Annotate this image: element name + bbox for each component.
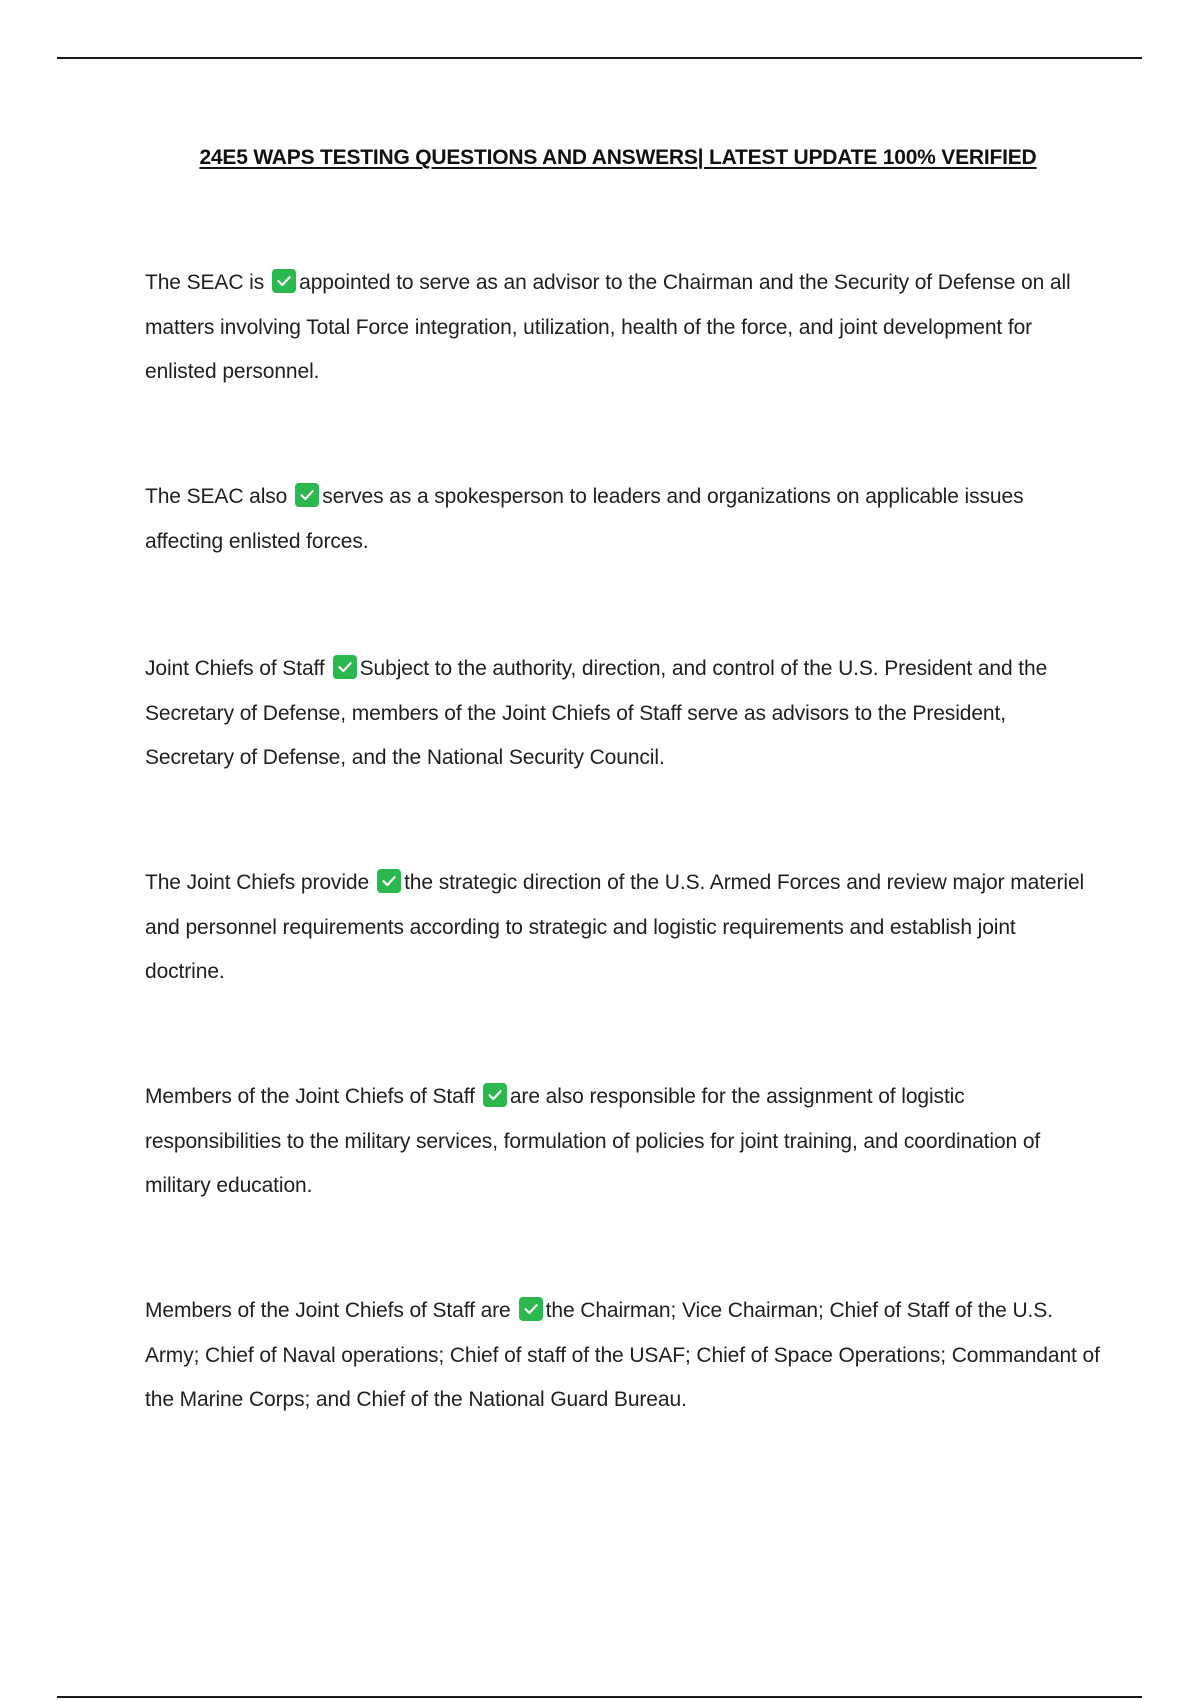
- answer-text: serves as a spokesperson to leaders and organizations on applicable issues affecting enlisted forces.: [145, 485, 1024, 553]
- checkmark-icon: [377, 869, 401, 893]
- answer-text: appointed to serve as an advisor to the Chairman and the Security of Defense on all matters involving Total Force integration, utilization, health of the force, and joint development for enlisted personnel.: [145, 271, 1071, 383]
- answer-text: are also responsible for the assignment of logistic responsibilities to the military services, formulation of policies for joint training, and coordination of military education.: [145, 1085, 1041, 1197]
- checkmark-icon: [295, 483, 319, 507]
- answer-text: the strategic direction of the U.S. Armed Forces and review major materiel and personnel requirements according to strategic and logistic requirements and establish joint doctrine.: [145, 871, 1085, 983]
- qa-entry-5: [145, 1075, 1100, 1209]
- question-text: Joint Chiefs of Staff: [145, 657, 325, 680]
- answer-text: Subject to the authority, direction, and control of the U.S. President and the Secretary of Defense, members of the Joint Chiefs of Staff serve as advisors to the President, Secretary of Defense, and the National Security Council.: [145, 657, 1048, 769]
- question-text: The Joint Chiefs provide: [145, 871, 370, 894]
- checkmark-icon: [483, 1083, 507, 1107]
- footer-rule: [57, 1696, 1142, 1698]
- qa-entry-6: [145, 1289, 1100, 1423]
- answer-text: the Chairman; Vice Chairman; Chief of Staff of the U.S. Army; Chief of Naval operations; Chief of staff of the USAF; Chief of Space Operations; Commandant of the Marine Corps; and Chief of the National Guard Bureau.: [145, 1299, 1100, 1411]
- question-text: The SEAC is: [145, 271, 265, 294]
- question-text: Members of the Joint Chiefs of Staff: [145, 1085, 475, 1108]
- document-title: 24E5 WAPS TESTING QUESTIONS AND ANSWERS| LATEST UPDATE 100% VERIFIED: [199, 146, 1037, 169]
- question-text: The SEAC also: [145, 485, 288, 508]
- header-rule: [57, 57, 1142, 59]
- checkmark-icon: [519, 1297, 543, 1321]
- question-text: Members of the Joint Chiefs of Staff are: [145, 1299, 511, 1322]
- qa-entry-2: [145, 475, 1100, 564]
- checkmark-icon: [333, 655, 357, 679]
- checkmark-icon: [272, 269, 296, 293]
- qa-entry-3: [145, 647, 1100, 781]
- qa-entry-4: [145, 861, 1100, 995]
- qa-entry-1: [145, 261, 1100, 395]
